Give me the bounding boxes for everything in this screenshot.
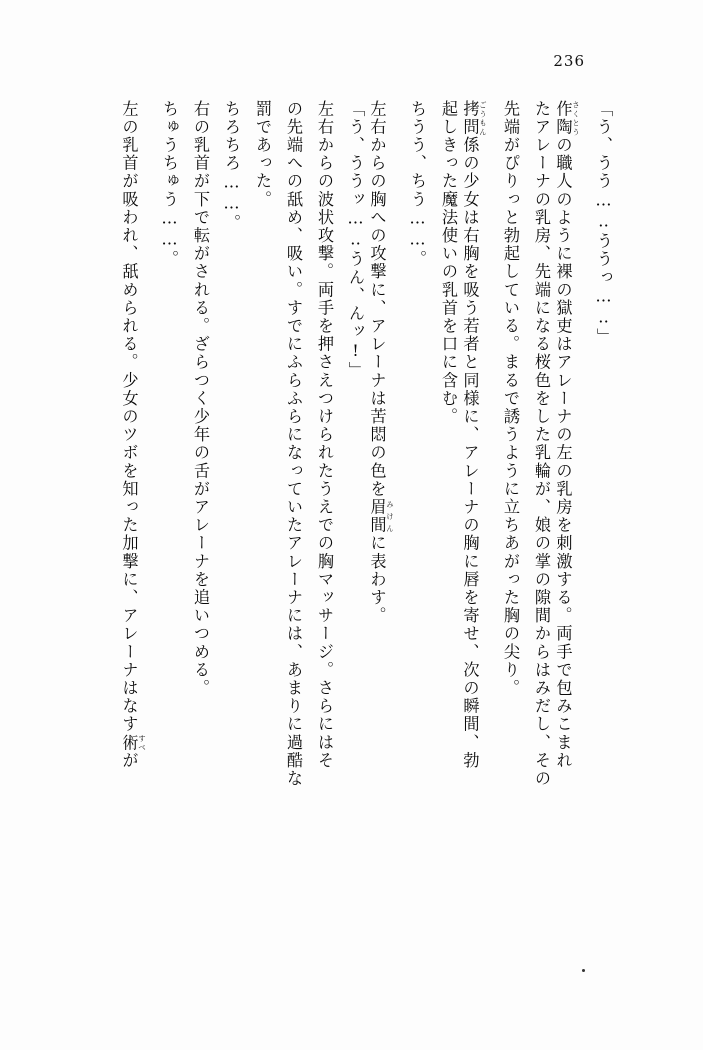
text-column: 左右からの波状攻撃。両手を押さえつけられたうえでの胸マッサージ。さらにはそ (315, 100, 334, 770)
text-column: 先端がぴりっと勃起している。まるで誘うように立ちあがった胸の尖り。 (501, 100, 520, 698)
text-column: ちゅうちゅう……。 (160, 100, 179, 269)
page-number: 236 (553, 52, 585, 70)
text-column: 罰であった。 (253, 100, 272, 209)
text-column: 左の乳首が吸われ、舐められる。少女のツボを知った加撃に、アレーナはなす術 すべが (119, 100, 147, 770)
text-column: 作陶 さくとうの職人のように裸の獄吏はアレーナの左の乳房を刺激する。両手で包みこまれ (553, 100, 581, 770)
text-column: ちろちろ……。 (222, 100, 241, 233)
print-artifact-dot (582, 969, 585, 972)
text-column: ちうう、ちう……。 (408, 100, 427, 269)
text-column: 拷問 ごうもん係の少女は右胸を吸う若者と同様に、アレーナの胸に唇を寄せ、次の瞬間、勃 (460, 100, 488, 770)
vertical-text-body (50, 100, 611, 958)
text-column: たアレーナの乳房、先端になる桜色をした乳輪が、娘の掌の隙間からはみだし、その (532, 100, 551, 788)
text-column: 「う、ううッ…‥うん、んッ!」 (346, 100, 365, 380)
text-column: 「う、うう…‥ううっ…‥」 (594, 100, 613, 347)
text-column: 右の乳首が下で転がされる。ざらつく少年の舌がアレーナを追いつめる。 (191, 100, 210, 698)
text-column: の先端への舐め、吸い。すでにふらふらになっていたアレーナには、あまりに過酷な (284, 100, 303, 788)
text-column: 起しきった魔法使いの乳首を口に含む。 (439, 100, 458, 426)
text-column: 左右からの胸への攻撃に、アレーナは苦悶の色を眉間 みけんに表わす。 (367, 100, 395, 625)
